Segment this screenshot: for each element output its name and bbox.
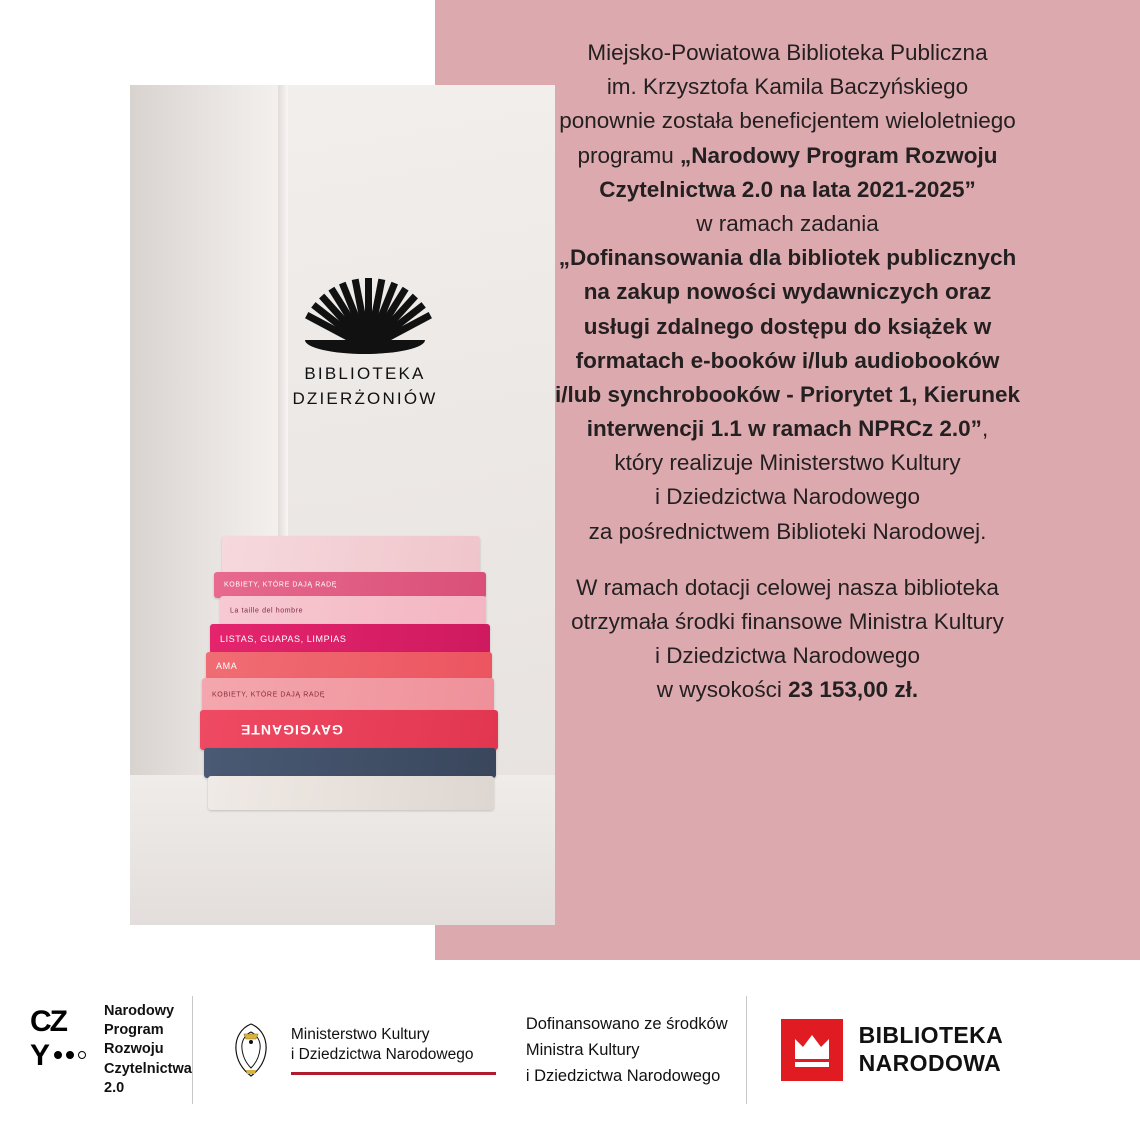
book-spine-text: AMA [216,661,238,671]
mkidn-logo [193,990,496,1110]
book-spine-text: KOBIETY, KTÓRE DAJĄ RADĘ [212,691,326,699]
grant-amount-line: w wysokości 23 153,00 zł. [656,677,919,703]
biblioteka-narodowa-logo [747,990,1004,1110]
book-spine-text: La taille del hombre [230,607,304,615]
book-spine-text: LISTAS, GUAPAS, LIMPIAS [220,634,347,644]
task-line-1: „Dofinansowania dla bibliotek publicznych [558,245,1017,271]
library-logo-line1: BIBLIOTEKA [304,364,426,383]
open-book-fan-icon [290,270,440,348]
bn-line-2: NARODOWA [858,1050,1002,1076]
nprcz-y-text: Y [30,1039,51,1072]
bn-crown-icon [781,1019,843,1081]
mkidn-red-rule [291,1072,496,1075]
task-line-4: formatach e-booków i/lub audiobooków [575,347,1000,373]
realizer-line-3: za pośrednictwem Biblioteki Narodowej. [588,518,987,544]
book-spine-text: KOBIETY, KTÓRE DAJĄ RADĘ [224,581,338,589]
book-item [202,678,494,712]
book-stack [200,538,500,810]
funding-line-3: i Dziedzictwa Narodowego [525,1067,721,1086]
nprcz-line-3: Rozwoju [104,1041,164,1058]
library-logo [250,270,480,411]
nprcz-dots-icon [54,1051,86,1059]
book-item [222,536,480,574]
realizer-line-2: i Dziedzictwa Narodowego [654,484,921,510]
intro-line-4 [475,139,1100,173]
nprcz-line-4: Czytelnictwa [104,1060,192,1077]
nprcz-logo [0,990,192,1110]
intro-line-2: im. Krzysztofa Kamila Baczyńskiego [606,74,969,100]
polish-eagle-icon [223,1018,279,1082]
book-base [305,340,425,354]
task-line-6: interwencji 1.1 w ramach NPRCz 2.0”, [586,416,989,442]
book-item [200,710,498,750]
book-item [206,652,492,680]
nprcz-line-2: Program [104,1022,164,1039]
nprcz-label [104,1002,192,1098]
intro-line-1: Miejsko-Powiatowa Biblioteka Publiczna [587,40,988,65]
book-spine-text: GAYGIGANTE [240,722,343,738]
nprcz-cz-text: CZ [30,1005,66,1038]
mkidn-text-block [291,1025,496,1075]
task-line-3: usługi zdalnego dostępu do książek w [583,313,992,339]
book-item [204,748,496,778]
program-name-line1: „Narodowy Program Rozwoju [680,142,998,168]
book-item [214,572,486,598]
mkidn-line-2: i Dziedzictwa Narodowego [290,1046,474,1063]
nprcz-line-1: Narodowy [104,1003,175,1020]
intro-line-6: w ramach zadania [696,210,879,236]
task-line-2: na zakup nowości wydawniczych oraz [583,279,992,305]
bn-line-1: BIBLIOTEKA [858,1022,1004,1049]
grant-amount: 23 153,00 zł. [788,677,919,703]
grant-line-3: i Dziedzictwa Narodowego [654,643,921,669]
book-item [220,596,486,626]
book-stack-photo [130,85,555,925]
footer-logo-bar [0,960,1140,1140]
grant-line-2: otrzymała środki finansowe Ministra Kultury [571,609,1004,634]
book-item [210,624,490,654]
paragraph-gap [475,549,1100,571]
funding-line-2: Ministra Kultury [525,1040,640,1059]
book-item [208,776,494,810]
bn-label [859,1022,1004,1077]
mkidn-line-1: Ministerstwo Kultury [290,1025,430,1043]
funding-statement [496,990,728,1110]
announcement-text [475,36,1100,708]
funding-line-1: Dofinansowano ze środków [525,1014,728,1033]
nprcz-mark-icon [28,1007,90,1093]
grant-line-1: W ramach dotacji celowej nasza biblioteka [576,574,999,600]
program-name-line2: Czytelnictwa 2.0 na lata 2021-2025” [599,176,976,202]
program-prefix: programu [577,142,680,168]
realizer-line-1: który realizuje Ministerstwo Kultury [614,450,961,476]
nprcz-line-5: 2.0 [104,1079,125,1096]
library-logo-line2: DZIERŻONIÓW [292,388,438,408]
intro-line-3: ponownie została beneficjentem wieloletniego [559,108,1016,134]
task-line-5: i/lub synchrobooków - Priorytet 1, Kierunek [554,381,1021,407]
intro-line-5 [475,173,1100,207]
